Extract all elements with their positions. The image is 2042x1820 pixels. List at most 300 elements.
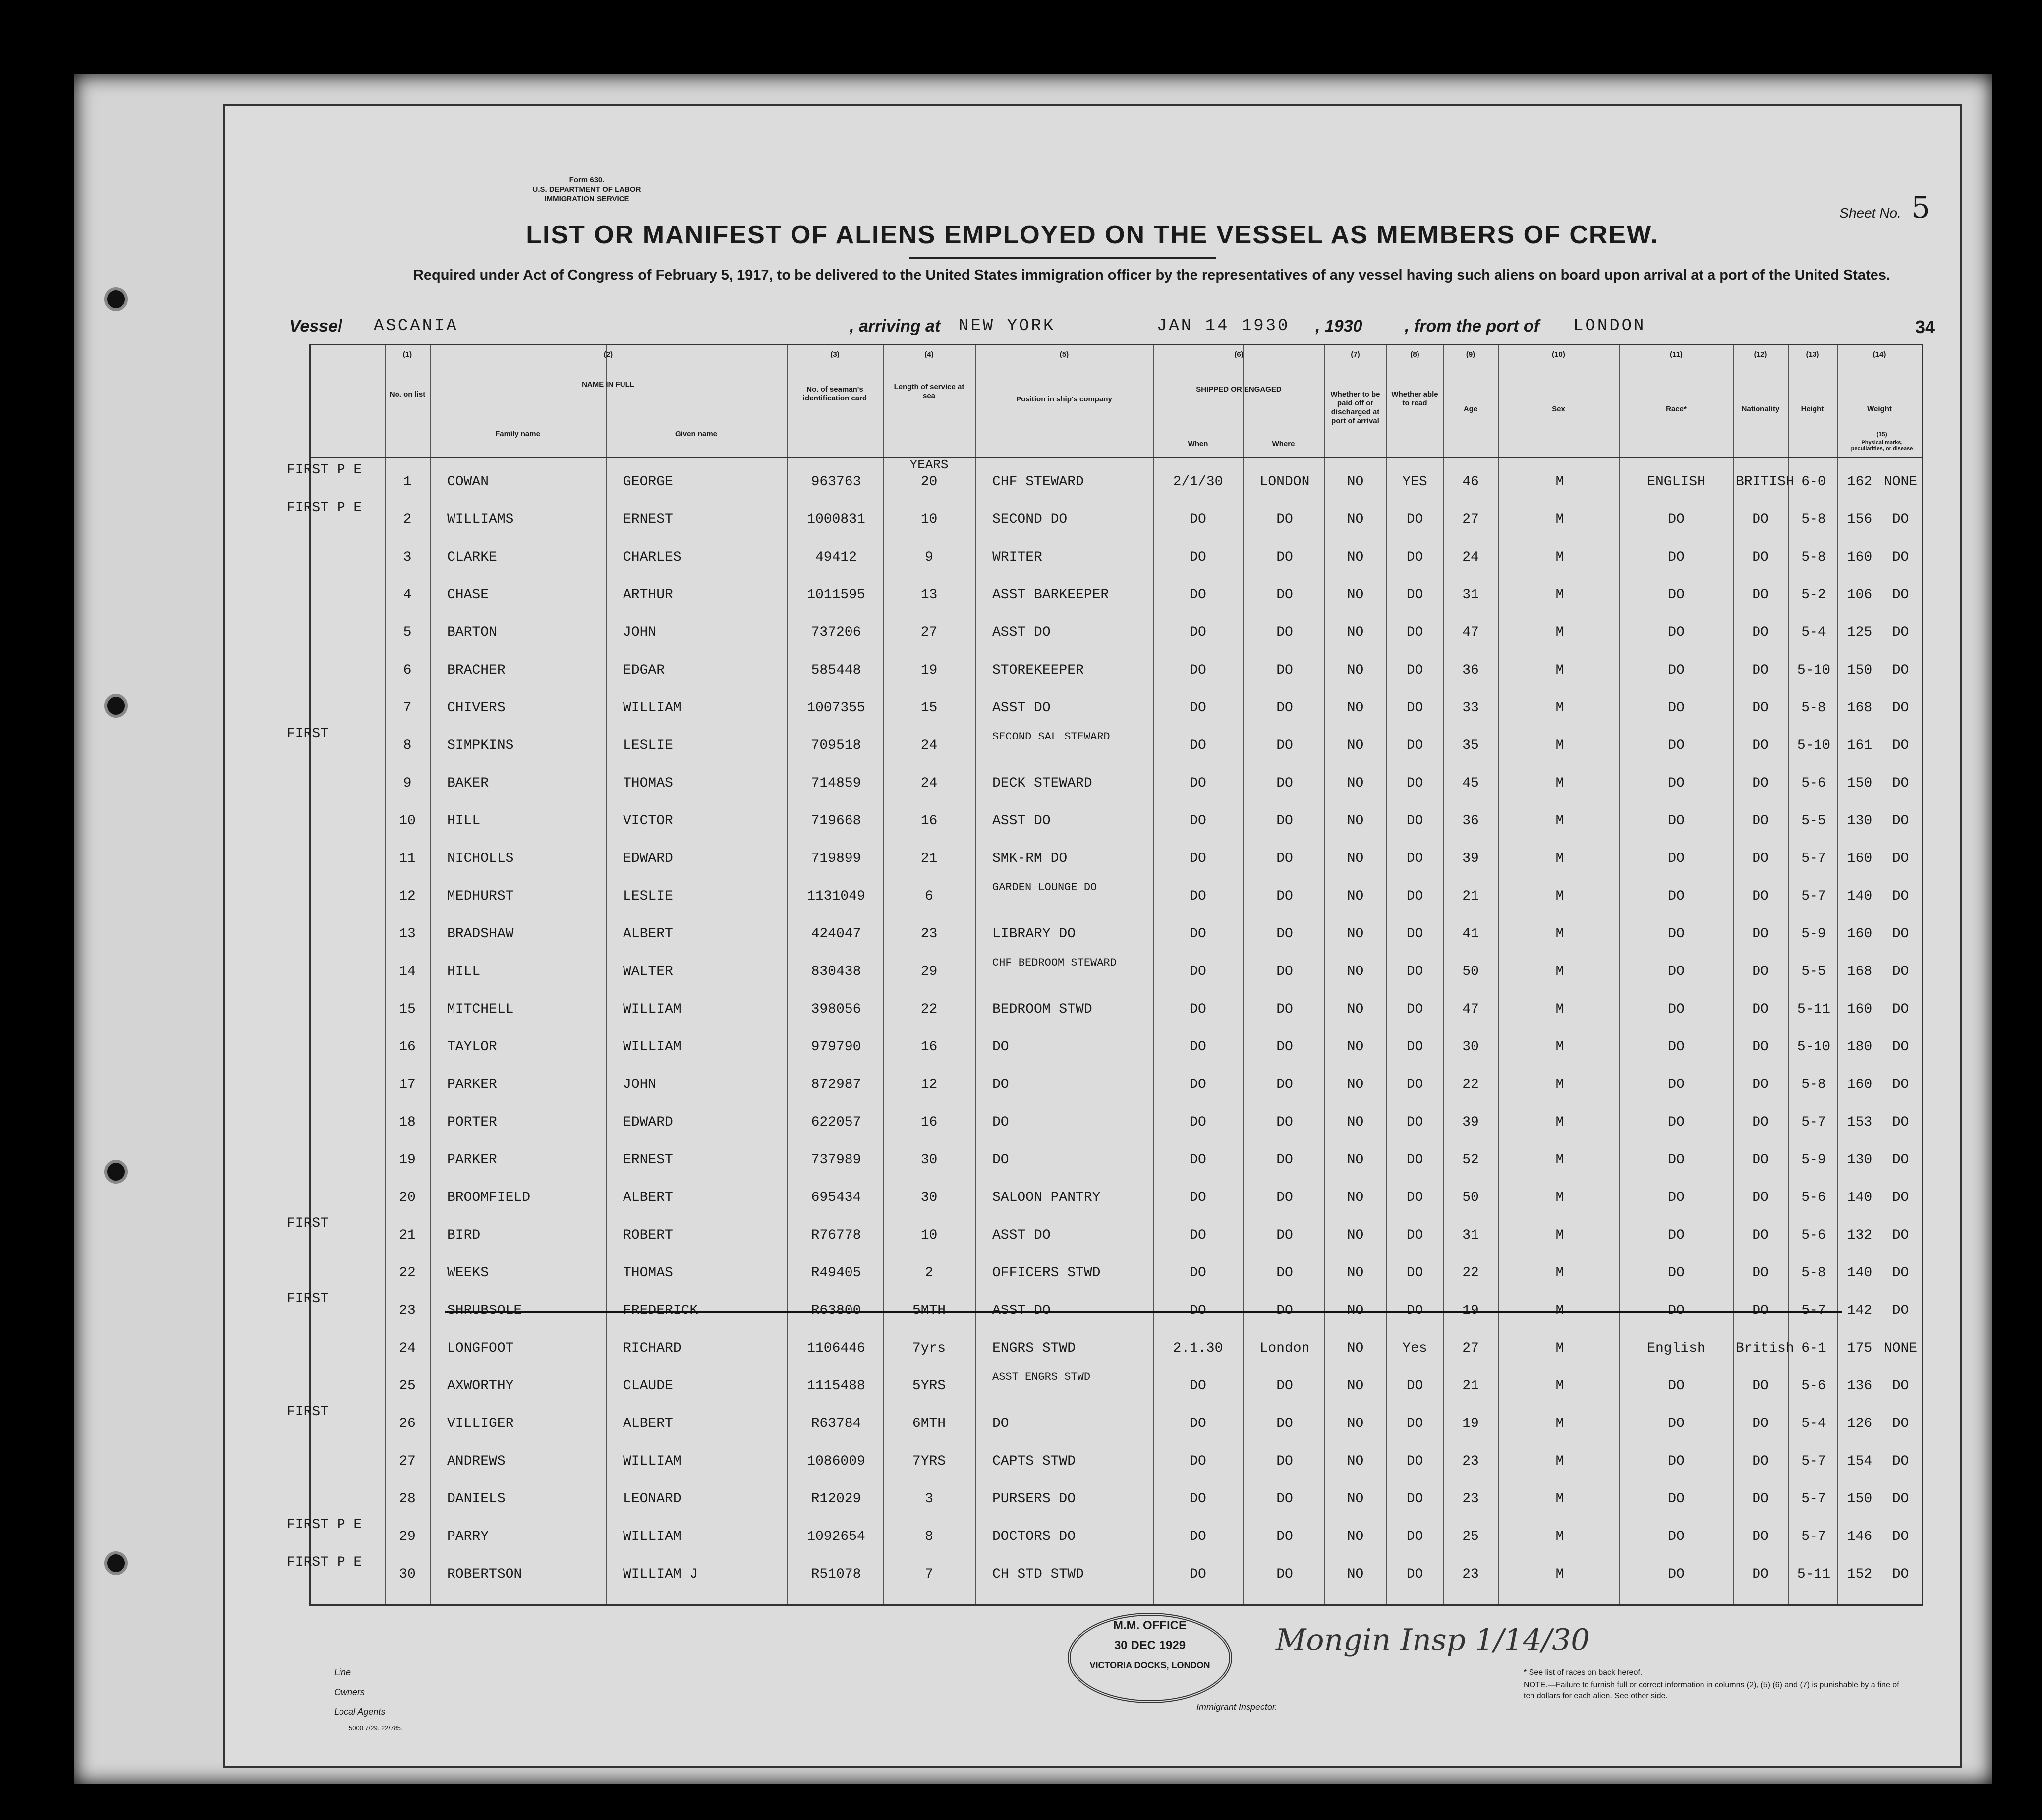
cell-marks: DO [1892,663,1909,678]
cell-sex: M [1555,813,1564,829]
cell-family: CHIVERS [447,700,506,716]
cell-card: 585448 [811,663,861,678]
cell-nat: DO [1752,964,1769,979]
cell-given: LESLIE [623,889,673,904]
cell-weight: 160 [1847,926,1872,942]
cell-race: DO [1668,1039,1685,1055]
cell-race: DO [1668,1416,1685,1431]
table-row [311,1293,1922,1330]
cell-height: 5-11 [1797,1002,1831,1017]
cell-nat: DO [1752,776,1769,791]
cell-paid: NO [1347,1039,1364,1055]
cell-family: BRADSHAW [447,926,514,942]
cell-family: DANIELS [447,1491,506,1507]
cell-paid: NO [1347,1378,1364,1394]
cell-height: 5-6 [1801,1378,1826,1394]
cell-sex: M [1555,926,1564,942]
col-11-number: (11) [1670,350,1683,359]
cell-nat: DO [1752,1567,1769,1582]
cell-marks: DO [1892,926,1909,942]
inspector-signature: Mongin Insp 1/14/30 [1276,1623,1590,1657]
cell-no: 1 [403,474,412,490]
cell-service: 6 [925,889,933,904]
table-row [311,1368,1922,1405]
cell-age: 25 [1462,1529,1479,1544]
margin-annotation: FIRST P E [287,462,362,478]
cell-given: RICHARD [623,1341,681,1356]
cell-height: 5-8 [1801,512,1826,527]
col-2-number: (2) [603,350,613,359]
cell-height: 5-7 [1801,851,1826,866]
cell-age: 50 [1462,1190,1479,1205]
cell-weight: 160 [1847,851,1872,866]
cell-given: WILLIAM J [623,1567,698,1582]
cell-sex: M [1555,587,1564,603]
cell-height: 5-10 [1797,663,1831,678]
table-row [311,1519,1922,1556]
cell-paid: NO [1347,1416,1364,1431]
cell-paid: NO [1347,663,1364,678]
cell-race: DO [1668,1378,1685,1394]
header-given-name: Given name [675,430,718,438]
cell-marks: DO [1892,1002,1909,1017]
cell-no: 29 [399,1529,416,1544]
cell-read: DO [1406,889,1423,904]
cell-race: DO [1668,1567,1685,1582]
cell-nat: DO [1752,1265,1769,1281]
cell-card: 872987 [811,1077,861,1092]
cell-height: 5-5 [1801,964,1826,979]
cell-weight: 142 [1847,1303,1872,1318]
cell-read: DO [1406,1454,1423,1469]
cell-when: DO [1190,926,1206,942]
cell-card: 1092654 [807,1529,865,1544]
cell-service: 6MTH [912,1416,946,1431]
cell-no: 24 [399,1341,416,1356]
cell-given: ARTHUR [623,587,673,603]
cell-paid: NO [1347,964,1364,979]
cell-family: VILLIGER [447,1416,514,1431]
cell-no: 30 [399,1567,416,1582]
cell-family: MITCHELL [447,1002,514,1017]
cell-read: DO [1406,700,1423,716]
binder-hole-icon [104,1551,128,1575]
table-row [311,577,1922,614]
cell-position: CH STD STWD [992,1567,1084,1582]
cell-nat: DO [1752,1416,1769,1431]
cell-where: DO [1276,851,1293,866]
cell-where: DO [1276,813,1293,829]
cell-no: 18 [399,1115,416,1130]
cell-read: DO [1406,1378,1423,1394]
cell-when: DO [1190,625,1206,640]
header-length-service: Length of service at sea [894,383,964,400]
cell-family: BROOMFIELD [447,1190,531,1205]
cell-sex: M [1555,1115,1564,1130]
cell-sex: M [1555,1190,1564,1205]
cell-where: DO [1276,512,1293,527]
cell-height: 5-9 [1801,1152,1826,1168]
cell-marks: DO [1892,1228,1909,1243]
cell-family: MEDHURST [447,889,514,904]
cell-given: ALBERT [623,1416,673,1431]
cell-when: DO [1190,512,1206,527]
cell-card: 1086009 [807,1454,865,1469]
col-15-number: (15) [1876,431,1887,438]
cell-family: BAKER [447,776,489,791]
cell-height: 5-10 [1797,1039,1831,1055]
header-age: Age [1463,405,1478,413]
header-paid-off: Whether to be paid off or discharged at port of arrival [1330,390,1380,425]
cell-no: 14 [399,964,416,979]
col-12-number: (12) [1754,350,1767,359]
cell-position: ASST DO [992,1228,1051,1243]
cell-no: 15 [399,1002,416,1017]
cell-card: 424047 [811,926,861,942]
cell-nat: DO [1752,587,1769,603]
cell-height: 5-2 [1801,587,1826,603]
cell-read: DO [1406,1303,1423,1318]
cell-card: 49412 [815,550,857,565]
cell-race: DO [1668,813,1685,829]
cell-height: 5-9 [1801,926,1826,942]
cell-sex: M [1555,738,1564,753]
col-3-number: (3) [830,350,840,359]
cell-given: ROBERT [623,1228,673,1243]
manifest-sheet [223,104,1962,1768]
cell-nat: DO [1752,851,1769,866]
cell-race: DO [1668,1303,1685,1318]
cell-sex: M [1555,1341,1564,1356]
cell-marks: NONE [1883,1341,1918,1356]
header-shipped: SHIPPED OR ENGAGED [1196,385,1282,394]
cell-paid: NO [1347,1115,1364,1130]
cell-family: PORTER [447,1115,497,1130]
cell-marks: DO [1892,776,1909,791]
cell-family: NICHOLLS [447,851,514,866]
cell-race: DO [1668,1077,1685,1092]
cell-read: DO [1406,851,1423,866]
cell-race: DO [1668,1115,1685,1130]
cell-given: WILLIAM [623,1002,681,1017]
cell-where: DO [1276,663,1293,678]
cell-card: R49405 [811,1265,861,1281]
cell-weight: 140 [1847,889,1872,904]
cell-position: CAPTS STWD [992,1454,1076,1469]
margin-annotation: FIRST [287,1216,329,1231]
cell-given: LEONARD [623,1491,681,1507]
cell-card: 1000831 [807,512,865,527]
cell-race: DO [1668,512,1685,527]
cell-race: DO [1668,1152,1685,1168]
cell-where: DO [1276,1529,1293,1544]
table-row [311,1067,1922,1104]
form-header [503,175,671,204]
cell-height: 5-5 [1801,813,1826,829]
arrival-date: JAN 14 1930 [1157,317,1290,336]
cell-read: DO [1406,1228,1423,1243]
cell-when: DO [1190,851,1206,866]
cell-nat: DO [1752,1228,1769,1243]
cell-service: 2 [925,1265,933,1281]
cell-given: WILLIAM [623,1529,681,1544]
cell-family: PARRY [447,1529,489,1544]
table-row [311,954,1922,991]
cell-marks: DO [1892,889,1909,904]
cell-sex: M [1555,1567,1564,1582]
cell-age: 36 [1462,663,1479,678]
cell-height: 5-6 [1801,776,1826,791]
cell-when: DO [1190,1228,1206,1243]
cell-race: DO [1668,1228,1685,1243]
cell-age: 50 [1462,964,1479,979]
cell-position: ASST DO [992,625,1051,640]
cell-position: PURSERS DO [992,1491,1076,1507]
cell-card: 714859 [811,776,861,791]
cell-no: 25 [399,1378,416,1394]
cell-weight: 156 [1847,512,1872,527]
cell-marks: DO [1892,1529,1909,1544]
cell-when: DO [1190,889,1206,904]
cell-weight: 160 [1847,1077,1872,1092]
cell-no: 5 [403,625,412,640]
cell-family: HILL [447,813,481,829]
cell-family: PARKER [447,1077,497,1092]
table-row [311,1255,1922,1292]
cell-race: DO [1668,926,1685,942]
cell-sex: M [1555,1416,1564,1431]
cell-family: BRACHER [447,663,506,678]
cell-read: DO [1406,663,1423,678]
cell-weight: 126 [1847,1416,1872,1431]
cell-height: 5-7 [1801,889,1826,904]
cell-no: 20 [399,1190,416,1205]
cell-height: 6-1 [1801,1341,1826,1356]
cell-position: WRITER [992,550,1042,565]
col-10-number: (10) [1552,350,1565,359]
cell-nat: DO [1752,512,1769,527]
cell-where: DO [1276,1567,1293,1582]
header-name-in-full: NAME IN FULL [582,380,634,389]
cell-position: SECOND DO [992,512,1068,527]
cell-age: 39 [1462,1115,1479,1130]
cell-height: 5-8 [1801,550,1826,565]
cell-given: ALBERT [623,926,673,942]
cell-family: ROBERTSON [447,1567,522,1582]
col-13-number: (13) [1806,350,1819,359]
cell-sex: M [1555,1529,1564,1544]
cell-sex: M [1555,1378,1564,1394]
cell-paid: NO [1347,1303,1364,1318]
cell-paid: NO [1347,889,1364,904]
cell-service: 7YRS [912,1454,946,1469]
cell-where: DO [1276,1416,1293,1431]
table-row [311,1029,1922,1066]
cell-age: 27 [1462,1341,1479,1356]
cell-nat: DO [1752,1152,1769,1168]
cell-where: DO [1276,889,1293,904]
cell-height: 5-8 [1801,1077,1826,1092]
cell-paid: NO [1347,813,1364,829]
cell-when: DO [1190,738,1206,753]
cell-race: DO [1668,1454,1685,1469]
cell-sex: M [1555,1228,1564,1243]
header-marks: Physical marks, peculiarities, or disease [1851,440,1913,452]
cell-given: WALTER [623,964,673,979]
page-title: LIST OR MANIFEST OF ALIENS EMPLOYED ON THE VESSEL AS MEMBERS OF CREW. [526,221,1659,249]
cell-when: DO [1190,1567,1206,1582]
table-row [311,879,1922,915]
cell-position: DO [992,1039,1009,1055]
cell-paid: NO [1347,550,1364,565]
cell-weight: 150 [1847,1491,1872,1507]
cell-service: 22 [920,1002,938,1017]
cell-sex: M [1555,512,1564,527]
cell-marks: DO [1892,550,1909,565]
department: U.S. DEPARTMENT OF LABOR [532,185,641,194]
cell-nat: DO [1752,738,1769,753]
cell-family: WILLIAMS [447,512,514,527]
cell-read: DO [1406,1416,1423,1431]
cell-position: DO [992,1115,1009,1130]
cell-read: DO [1406,776,1423,791]
cell-service: 5MTH [912,1303,946,1318]
cell-sex: M [1555,1303,1564,1318]
cell-position: GARDEN LOUNGE DO [992,881,1097,894]
cell-when: DO [1190,1454,1206,1469]
from-label: , from the port of [1405,317,1539,336]
cell-card: R76778 [811,1228,861,1243]
years-unit: YEARS [909,457,949,472]
cell-race: English [1647,1341,1705,1356]
cell-read: DO [1406,625,1423,640]
table-row [311,1105,1922,1141]
cell-nat: DO [1752,1303,1769,1318]
subtitle: Required under Act of Congress of February 5, 1917, to be delivered to the United States immigration officer by the representatives of any vessel having such aliens on board upon arrival at a port of the United States. [413,267,1891,283]
cell-given: JOHN [623,625,657,640]
cell-where: DO [1276,1265,1293,1281]
arrival-port: NEW YORK [959,317,1056,336]
departure-port: LONDON [1573,317,1646,336]
cell-read: Yes [1402,1341,1427,1356]
cell-where: DO [1276,1152,1293,1168]
cell-where: DO [1276,1454,1293,1469]
col-4-number: (4) [924,350,934,359]
cell-given: CLAUDE [623,1378,673,1394]
cell-marks: DO [1892,1265,1909,1281]
cell-paid: NO [1347,474,1364,490]
cell-position: DOCTORS DO [992,1529,1076,1544]
cell-marks: NONE [1883,474,1918,490]
cell-given: THOMAS [623,1265,673,1281]
cell-no: 3 [403,550,412,565]
cell-card: 709518 [811,738,861,753]
table-row [311,841,1922,878]
cell-paid: NO [1347,512,1364,527]
margin-annotation: FIRST P E [287,1517,362,1533]
col-5-number: (5) [1059,350,1069,359]
cell-nat: DO [1752,1491,1769,1507]
cell-weight: 152 [1847,1567,1872,1582]
cell-position: BEDROOM STWD [992,1002,1092,1017]
cell-nat: BRITISH [1736,474,1794,490]
cell-weight: 162 [1847,474,1872,490]
cell-sex: M [1555,1039,1564,1055]
cell-weight: 146 [1847,1529,1872,1544]
cell-service: 16 [920,1115,938,1130]
binder-hole-icon [104,1160,128,1184]
header-height: Height [1801,405,1824,413]
cell-read: DO [1406,1265,1423,1281]
race-footnote: * See list of races on back hereof. [1524,1668,1643,1677]
cell-paid: NO [1347,738,1364,753]
cell-given: EDWARD [623,851,673,866]
cell-service: 16 [920,1039,938,1055]
col-7-number: (7) [1351,350,1360,359]
cell-age: 36 [1462,813,1479,829]
cell-no: 23 [399,1303,416,1318]
cell-race: DO [1668,1190,1685,1205]
cell-sex: M [1555,550,1564,565]
cell-position: SECOND SAL STEWARD [992,731,1110,743]
cell-position: DO [992,1077,1009,1092]
cell-read: YES [1402,474,1427,490]
cell-paid: NO [1347,851,1364,866]
cell-race: DO [1668,550,1685,565]
binder-hole-icon [104,694,128,718]
cell-paid: NO [1347,700,1364,716]
cell-when: DO [1190,1190,1206,1205]
cell-nat: DO [1752,1077,1769,1092]
cell-card: 1131049 [807,889,865,904]
cell-age: 21 [1462,889,1479,904]
cell-marks: DO [1892,1077,1909,1092]
cell-sex: M [1555,776,1564,791]
cell-race: DO [1668,889,1685,904]
cell-service: 24 [920,738,938,753]
cell-read: DO [1406,738,1423,753]
cell-read: DO [1406,1152,1423,1168]
cell-sex: M [1555,1077,1564,1092]
cell-height: 5-6 [1801,1190,1826,1205]
cell-where: DO [1276,1491,1293,1507]
sheet-value: 5 [1911,190,1930,225]
cell-nat: DO [1752,550,1769,565]
cell-age: 19 [1462,1416,1479,1431]
table-row [311,1142,1922,1179]
cell-position: ASST DO [992,700,1051,716]
cell-race: DO [1668,700,1685,716]
cell-sex: M [1555,625,1564,640]
cell-card: 398056 [811,1002,861,1017]
cell-paid: NO [1347,1454,1364,1469]
cell-race: DO [1668,1265,1685,1281]
cell-where: DO [1276,587,1293,603]
col-8-number: (8) [1410,350,1419,359]
cell-when: 2/1/30 [1173,474,1223,490]
cell-where: DO [1276,738,1293,753]
cell-age: 23 [1462,1491,1479,1507]
cell-weight: 150 [1847,663,1872,678]
cell-service: 13 [920,587,938,603]
cell-read: DO [1406,964,1423,979]
cell-when: DO [1190,1115,1206,1130]
header-family-name: Family name [495,430,540,438]
scanned-page [74,74,1992,1784]
cell-no: 9 [403,776,412,791]
cell-no: 28 [399,1491,416,1507]
table-row [311,1444,1922,1480]
